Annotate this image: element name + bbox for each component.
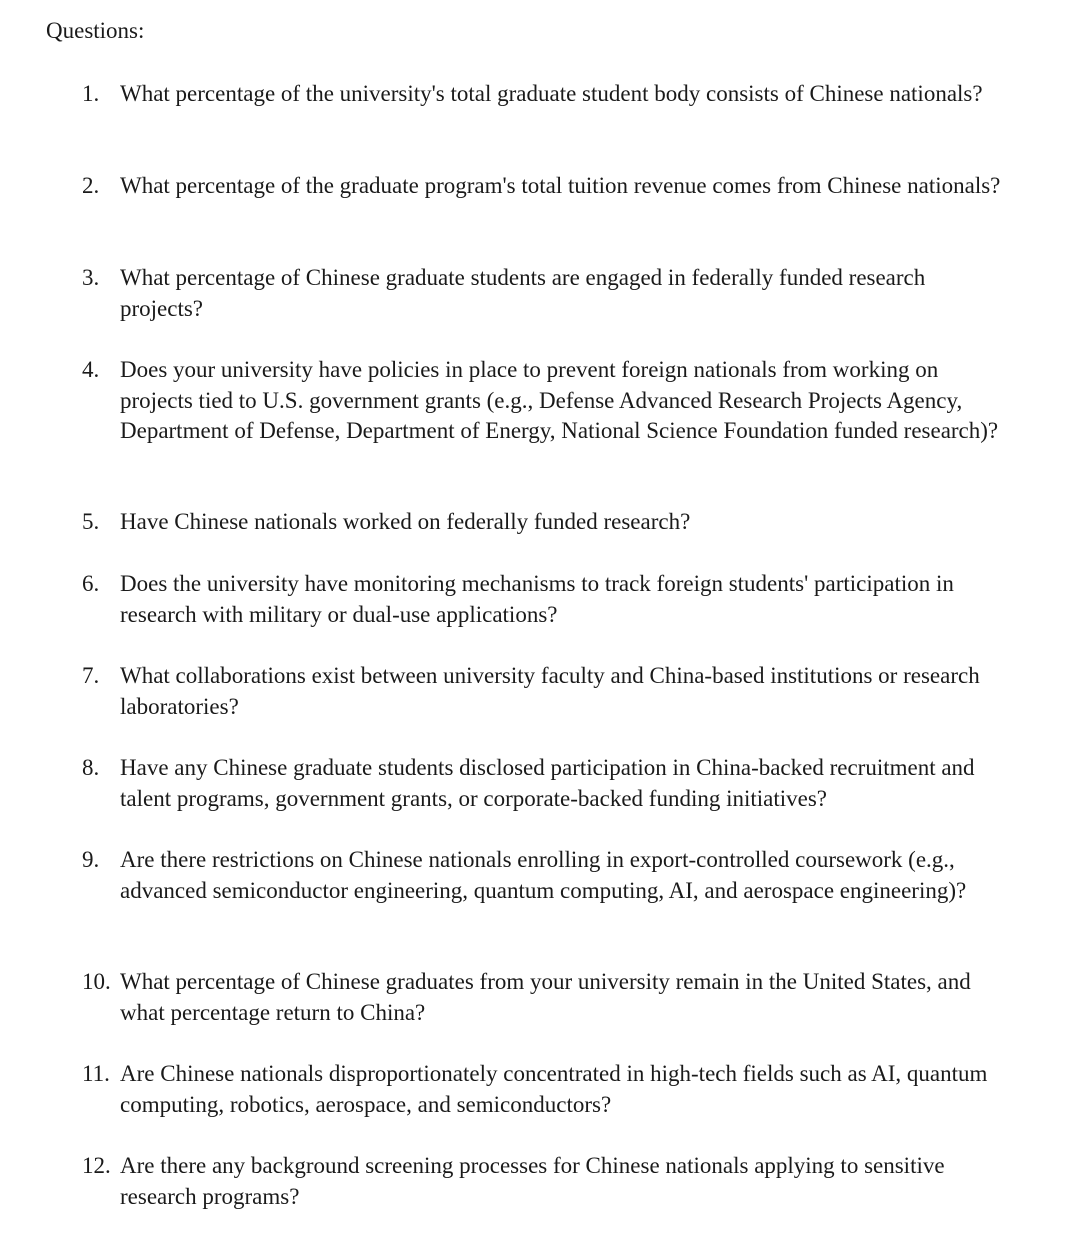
question-text: What percentage of the graduate program's total tuition revenue comes from Chinese nationals? [120,173,1001,198]
question-text: Are there restrictions on Chinese nationals enrolling in export-controlled coursework (e.g., advanced semiconductor engineering, quantum computing, AI, and aerospace engineering)? [120,847,967,903]
question-item [82,845,1012,906]
question-number: 7. [82,663,100,688]
question-number: 5. [82,509,100,534]
question-number: 9. [82,847,100,872]
question-item [82,507,1012,538]
question-text: Are Chinese nationals disproportionately concentrated in high-tech fields such as AI, quantum computing, robotics, aerospace, and semiconductors? [120,1061,988,1117]
question-text: Are there any background screening processes for Chinese nationals applying to sensitive research programs? [120,1153,945,1209]
question-text: What percentage of Chinese graduates from your university remain in the United States, and what percentage return to China? [120,969,971,1025]
question-text: Does the university have monitoring mechanisms to track foreign students' participation in research with military or dual-use applications? [120,571,954,627]
question-item [82,661,1012,722]
question-item [82,1059,1012,1120]
question-item [82,753,1012,814]
question-text: Have any Chinese graduate students disclosed participation in China-backed recruitment and talent programs, government grants, or corporate-backed funding initiatives? [120,755,975,811]
question-number: 8. [82,755,100,780]
question-number: 1. [82,81,100,106]
question-text: What percentage of the university's total graduate student body consists of Chinese nationals? [120,81,983,106]
question-number: 4. [82,357,100,382]
question-number: 11. [82,1061,110,1086]
question-item [82,569,1012,630]
question-number: 6. [82,571,100,596]
question-number: 2. [82,173,100,198]
question-item [82,263,1012,324]
question-number: 12. [82,1153,111,1178]
question-item [82,967,1012,1028]
question-item [82,355,1012,447]
page-heading: Questions: [46,18,145,43]
question-text: What collaborations exist between university faculty and China-based institutions or research laboratories? [120,663,980,719]
question-number: 10. [82,969,111,994]
question-text: Does your university have policies in place to prevent foreign nationals from working on projects tied to U.S. government grants (e.g., Defense Advanced Research Projects Agency, Department of Defense, Department of Energy, National Science Foundation funded research)? [120,357,999,444]
question-item [82,1151,1012,1212]
question-text: Have Chinese nationals worked on federally funded research? [120,509,691,534]
question-item [82,79,1012,110]
question-text: What percentage of Chinese graduate students are engaged in federally funded research projects? [120,265,926,321]
question-item [82,171,1012,202]
question-number: 3. [82,265,100,290]
